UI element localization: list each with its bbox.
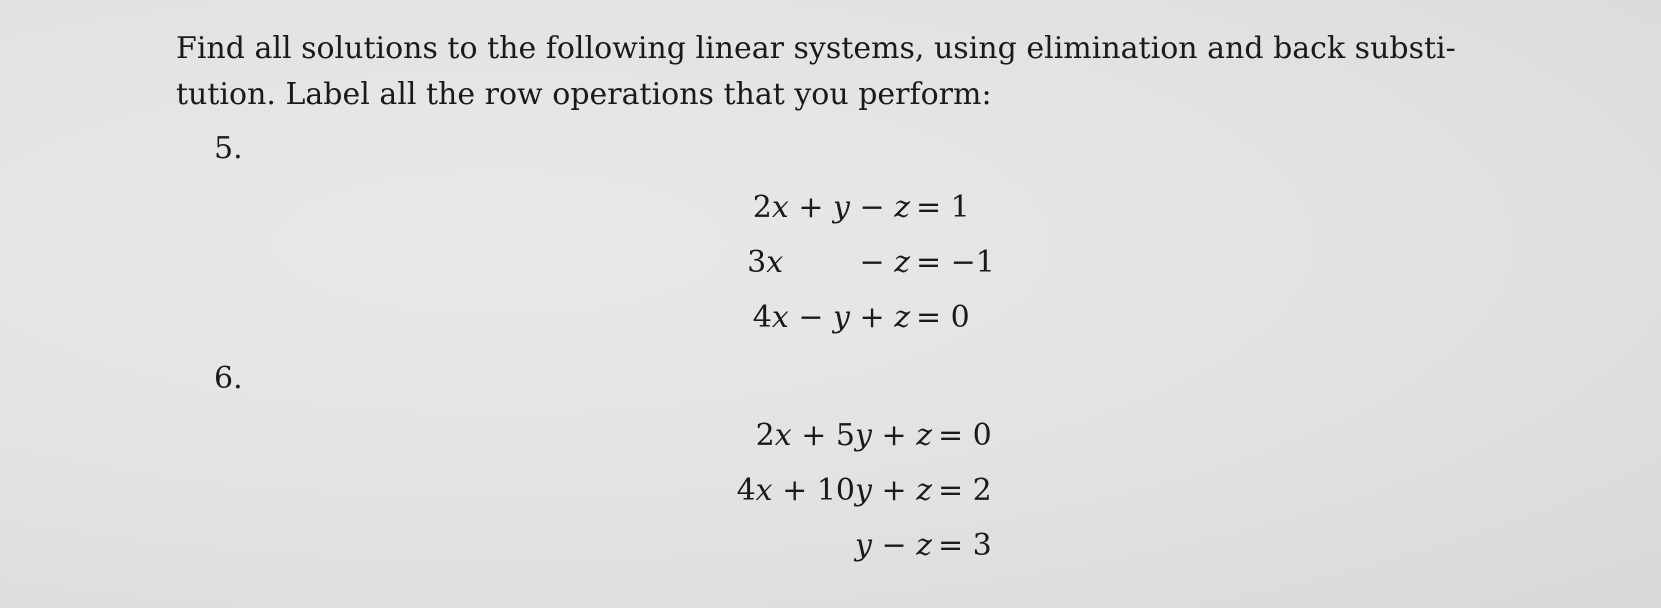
problem-6-equation-2	[736, 463, 992, 518]
equation-lhs: 4x + 10y + z	[736, 473, 932, 508]
problem-5-equation-3	[736, 290, 995, 345]
equation-rhs: = −1	[916, 245, 995, 280]
problem-5-equation-1	[736, 180, 995, 235]
instructions-text	[176, 26, 1576, 118]
problem-5-number: 5.	[214, 131, 243, 166]
instructions-line-2: tution. Label all the row operations that you perform:	[176, 77, 992, 112]
equation-lhs: 2x + 5y + z	[755, 418, 932, 453]
equation-lhs: 4x − y + z	[752, 300, 910, 335]
problem-5-equation-2	[736, 235, 995, 290]
equation-lhs: 3x − z	[747, 245, 910, 280]
equation-rhs: = 0	[938, 418, 992, 453]
equation-rhs: = 2	[938, 473, 992, 508]
problem-5-system	[736, 180, 995, 345]
problem-6-system	[736, 408, 992, 573]
instructions-line-1: Find all solutions to the following linear systems, using elimination and back substi-	[176, 31, 1456, 66]
equation-lhs: y − z	[855, 528, 932, 563]
problem-6-equation-3	[736, 518, 992, 573]
equation-rhs: = 1	[916, 190, 970, 225]
problem-6-number: 6.	[214, 361, 243, 396]
equation-rhs: = 0	[916, 300, 970, 335]
equation-lhs: 2x + y − z	[752, 190, 910, 225]
problem-6-equation-1	[736, 408, 992, 463]
equation-rhs: = 3	[938, 528, 992, 563]
